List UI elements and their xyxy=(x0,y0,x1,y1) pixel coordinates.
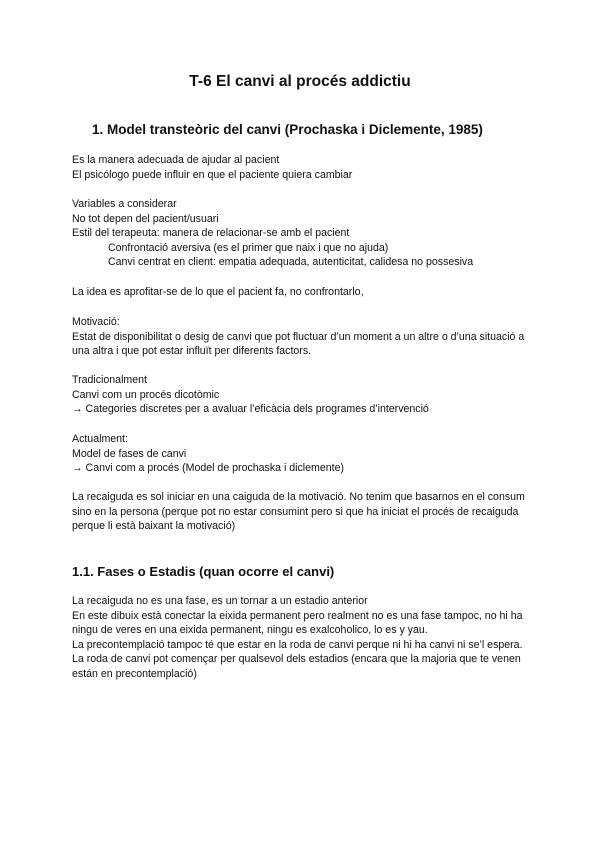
section-1-1-heading: 1.1. Fases o Estadis (quan ocorre el canvi) xyxy=(72,564,335,579)
variables-heading: Variables a considerar xyxy=(72,198,177,210)
tradicionalment-block xyxy=(72,373,542,417)
fases-block xyxy=(72,594,542,682)
actualment-line: → Canvi com a procés (Model de prochaska i diclemente) xyxy=(72,462,345,475)
fases-paragraph: La recaiguda no es una fase, es un tornar a un estadio anterior xyxy=(72,595,368,607)
motivacio-block xyxy=(72,315,542,359)
intro-line: El psicólogo puede influir en que el paciente quiera cambiar xyxy=(72,168,353,181)
intro-paragraph xyxy=(72,153,542,182)
variables-sub-item: Canvi centrat en client: empatia adequada, autenticitat, calidesa no possesiva xyxy=(108,256,474,269)
intro-line: Es la manera adecuada de ajudar al pacient xyxy=(72,154,280,166)
actualment-heading: Actualment: xyxy=(72,433,128,445)
motivacio-heading: Motivació: xyxy=(72,316,120,328)
variables-item: Estil del terapeuta: manera de relacionar-se amb el pacient xyxy=(72,227,350,240)
tradicionalment-line: Canvi com un procés dicotòmic xyxy=(72,388,220,401)
actualment-line: Model de fases de canvi xyxy=(72,447,187,460)
motivacio-text: Estat de disponibilitat o desig de canvi que pot fluctuar d’un moment a un altre o d’una situació a una altra i que pot estar influït per diferents factors. xyxy=(72,330,525,358)
variables-block xyxy=(72,197,542,270)
recaiguda-text: La recaiguda es sol iniciar en una caiguda de la motivació. No tenim que basarnos en el consum sino en la persona (perque pot no estar consumint pero si que ha iniciat el procés de recaiguda perque li està baixant la motivació) xyxy=(72,491,525,533)
variables-item: No tot depen del pacient/usuari xyxy=(72,212,219,225)
idea-text: La idea es aprofitar-se de lo que el pacient fa, no confrontarlo, xyxy=(72,286,364,298)
idea-paragraph xyxy=(72,285,542,300)
actualment-block xyxy=(72,432,542,476)
section-1-heading: 1. Model transteòric del canvi (Prochaska i Diclemente, 1985) xyxy=(92,122,483,137)
tradicionalment-heading: Tradicionalment xyxy=(72,374,147,386)
fases-paragraph: En este dibuix està conectar la eixida permanent pero realment no es una fase tampoc, no hi ha ningu de veres en una eixida permanent, ningu es exalcoholico, lo es y yau. xyxy=(72,609,523,637)
tradicionalment-line: → Categories discretes per a avaluar l’eficàcia dels programes d’intervenció xyxy=(72,403,429,416)
recaiguda-paragraph xyxy=(72,490,542,534)
variables-sub-item: Confrontació aversiva (es el primer que naix i que no ajuda) xyxy=(108,241,389,254)
fases-paragraph: La roda de canvi pot començar per qualsevol dels estadios (encara que la majoria que te venen están en precontemplació) xyxy=(72,653,521,680)
document-title: T-6 El canvi al procés addictiu xyxy=(189,73,411,90)
fases-paragraph: La precontemplació tampoc té que estar en la roda de canvi perque ni hi ha canvi ni se’l espera. xyxy=(72,638,523,651)
